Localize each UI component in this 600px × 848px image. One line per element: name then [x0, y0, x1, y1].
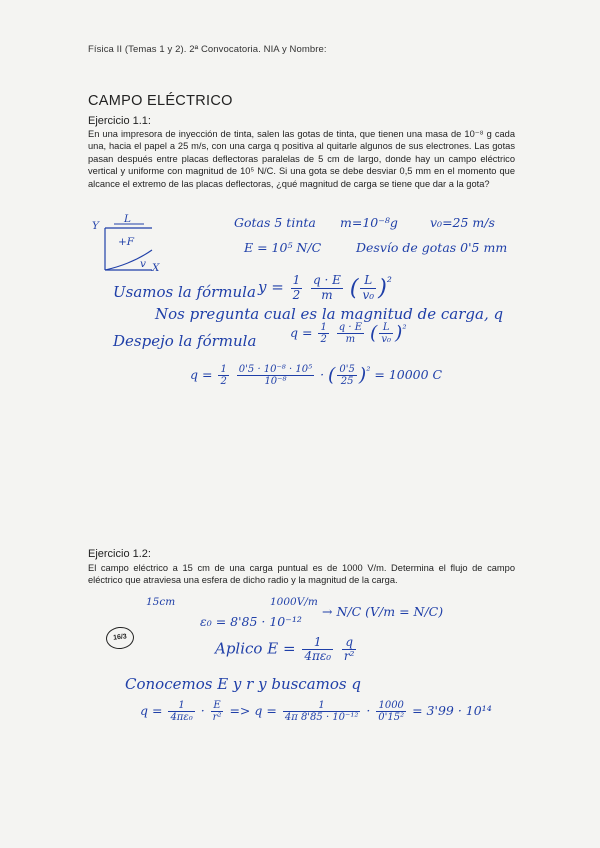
- units-note: → N/C (V/m = N/C): [322, 604, 444, 619]
- final-f2: [211, 700, 224, 723]
- result-main-num: 0'5 · 10⁻⁸ · 10⁵: [238, 364, 313, 375]
- solved-qe-num: q · E: [338, 322, 363, 333]
- final-f2-den: r²: [212, 712, 222, 723]
- sketch-x-label: X: [152, 262, 160, 274]
- exercise-1-2-heading: Ejercicio 1.2:: [88, 548, 151, 560]
- epsilon-value: ε₀ = 8'85 · 10⁻¹²: [200, 614, 302, 629]
- result-power: ²: [366, 364, 371, 377]
- final-f4-den: 0'15²: [378, 712, 405, 723]
- apply-q-den: r²: [343, 649, 355, 664]
- result-half-den: 2: [220, 376, 227, 387]
- final-f1: [168, 700, 194, 723]
- result-paren-num: 0'5: [339, 364, 355, 375]
- solved-qe-den: m: [345, 334, 356, 345]
- solved-expression: q = $\frac{1}{2}$ $\frac{q \cdot E}{m}$ ( $\frac{L}{\text{v₀}}$ )$^{^2}$: [290, 322, 407, 345]
- section-title: CAMPO ELÉCTRICO: [88, 93, 233, 109]
- solved-v-den: v₀: [381, 334, 392, 345]
- exercise-1-1-statement: En una impresora de inyección de tinta, salen las gotas de tinta, que tienen una masa de 10⁻⁸ g cada una, hacia el papel a 25 m/s, con una carga q positiva al quitarle algunos de sus electrones. Las gotas pasan después entre placas deflectoras paralelas de 5 cm de largo, donde hay un campo eléctrico vertical y uniforme con magnitud de 10⁵ N/C. Si una gota se debe desviar 0,5 mm en el momento que alcance el extremo de las placas deflectoras, ¿qué magnitud de carga se tiene que dar a la gota?: [88, 129, 515, 189]
- solved-l-num: L: [379, 322, 393, 334]
- apply-q-num: q: [342, 636, 357, 650]
- final-f1-num: 1: [168, 700, 194, 712]
- final-f3-den: 4π 8'85 · 10⁻¹²: [284, 712, 359, 723]
- result-lhs: q =: [190, 367, 213, 382]
- formula-power: ²: [386, 274, 392, 289]
- formula-qe-num: q · E: [313, 273, 341, 288]
- data-gotas: Gotas 5 tinta: [234, 215, 316, 230]
- numeric-result: q = $\frac{1}{2}$ $\frac{\text{0'5 · 10⁻⁸ · 10⁵}}{\text{10⁻⁸}}$ · ( $\frac{0'5}{25}$ )$^{^2}$ = 10000 C: [190, 364, 443, 387]
- circled-stamp: 16/3: [105, 626, 135, 651]
- formula-lv-frac: [360, 274, 376, 301]
- formula-qe-frac: [311, 274, 343, 301]
- solve-intro: Despejo la fórmula: [113, 332, 257, 350]
- apply-q-frac: [342, 636, 357, 663]
- formula-v-den: v₀: [362, 287, 375, 302]
- formula-l-num: L: [360, 274, 376, 288]
- exercise-1-2-statement: El campo eléctrico a 15 cm de una carga puntual es de 1000 V/m. Determina el flujo de campo eléctrico que atraviesa una esfera de dicho radio y la magnitud de la carga.: [88, 563, 515, 586]
- data-deflection: Desvío de gotas 0'5 mm: [356, 240, 508, 255]
- result-value: 10000 C: [388, 367, 443, 382]
- question-note: Nos pregunta cual es la magnitud de carga, q: [155, 305, 504, 323]
- result-paren-frac: [337, 364, 356, 387]
- exam-header: Física II (Temas 1 y 2). 2ª Convocatoria. NIA y Nombre:: [88, 44, 327, 55]
- apply-const-frac: [302, 636, 333, 663]
- knowns-note: Conocemos E y r y buscamos q: [125, 675, 361, 693]
- result-half: [218, 364, 228, 387]
- final-f4: [376, 700, 406, 723]
- apply-formula: [215, 636, 358, 663]
- formula-lhs: y =: [258, 278, 284, 296]
- final-lhs: q =: [140, 703, 163, 718]
- apply-const-den: 4πε₀: [304, 649, 332, 664]
- solved-half: [318, 322, 328, 345]
- formula-half: [291, 274, 303, 301]
- result-dot: ·: [320, 367, 325, 382]
- formula-expression: y = $\frac{1}{2}$ $\frac{q \cdot E}{m}$ ( $\frac{L}{\text{v₀}}$ )$^{^2}$: [258, 273, 392, 302]
- final-f3-num: 1: [283, 700, 361, 712]
- solved-lhs: q =: [290, 325, 313, 340]
- formula-half-den: 2: [292, 287, 301, 302]
- solved-half-den: 2: [320, 334, 327, 345]
- sketch-v-label: v: [140, 258, 146, 270]
- final-f1-den: 4πε₀: [170, 712, 193, 723]
- final-expression: q = $\frac{1}{\text{4πε₀}}$ · $\frac{E}{\text{r²}}$ => q = $\frac{1}{\text{4π 8'85 · 10⁻¹²}}$ · $\frac{1000}{\text{0'15²}}$ = 3'99 · 10¹⁴: [140, 700, 492, 723]
- solved-qe-frac: [337, 322, 364, 345]
- solved-lv-frac: [379, 322, 393, 345]
- apply-label: Aplico: [215, 639, 263, 658]
- result-equals: =: [374, 367, 385, 382]
- data-mass: m=10⁻⁸g: [340, 215, 398, 230]
- solved-half-num: 1: [320, 322, 327, 333]
- sketch-l-label: L: [124, 213, 131, 225]
- result-half-num: 1: [220, 364, 227, 375]
- result-paren-den: 25: [340, 376, 354, 387]
- solved-power: ²: [402, 322, 407, 335]
- apply-lhs: E =: [267, 639, 296, 658]
- given-field: 1000V/m: [270, 596, 318, 608]
- result-main-frac: [237, 364, 314, 387]
- formula-half-num: 1: [292, 273, 301, 288]
- result-main-den: 10⁻⁸: [264, 376, 287, 387]
- final-lhs2: q =: [254, 703, 277, 718]
- data-field: E = 10⁵ N/C: [244, 240, 322, 255]
- exercise-1-1-heading: Ejercicio 1.1:: [88, 115, 151, 127]
- final-f2-num: E: [211, 700, 224, 712]
- apply-const-num: 1: [302, 636, 333, 650]
- formula-qe-den: m: [321, 287, 333, 302]
- data-velocity: v₀=25 m/s: [430, 215, 495, 230]
- final-f3: [283, 700, 361, 723]
- final-result: = 3'99 · 10¹⁴: [412, 703, 492, 718]
- given-radius: 15cm: [146, 596, 176, 608]
- deflection-sketch: [92, 220, 172, 280]
- sketch-force-label: +F: [118, 236, 135, 248]
- formula-intro: Usamos la fórmula: [113, 283, 256, 301]
- final-arrow: =>: [229, 703, 251, 718]
- sketch-y-label: Y: [92, 220, 99, 232]
- final-f4-num: 1000: [376, 700, 406, 712]
